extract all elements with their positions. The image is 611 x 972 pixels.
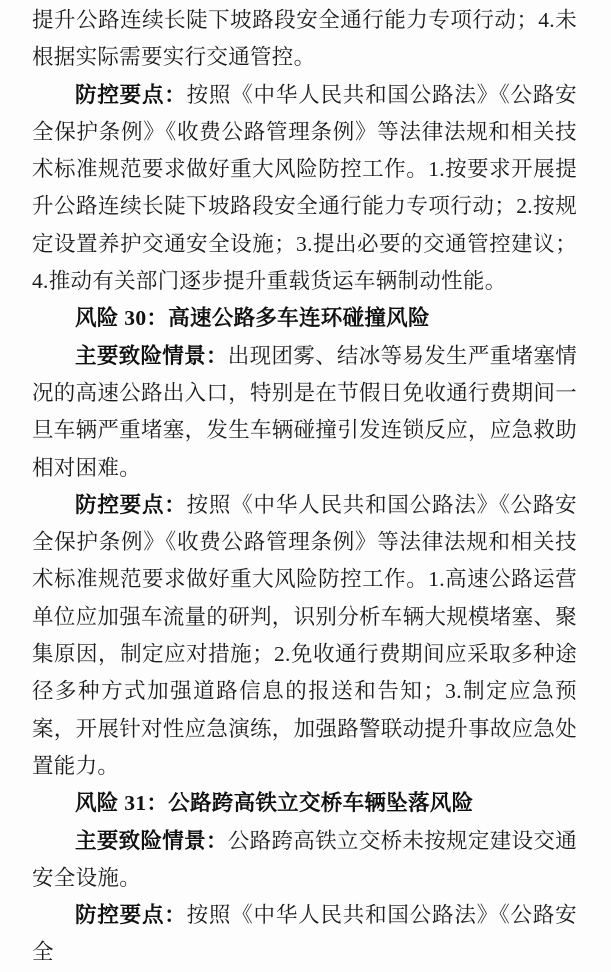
paragraph [32, 897, 577, 972]
paragraph-text: 按照《中华人民共和国公路法》《公路安全保护条例》《收费公路管理条例》等法律法规和相关技术标准规范要求做好重大风险防控工作。1.高速公路运营单位应加强车流量的研判，识别分析车辆大规模堵塞、聚集原因，制定应对措施；2.免收通行费期间应采取多种途径多种方式加强道路信息的报送和告知；3.制定应急预案，开展针对性应急演练，加强路警联动提升事故应急处置能力。 [32, 492, 578, 778]
paragraph-text: 出现团雾、结冰等易发生严重堵塞情况的高速公路出入口，特别是在节假日免收通行费期间一旦车辆严重堵塞，发生车辆碰撞引发连锁反应，应急救助相对困难。 [32, 343, 578, 480]
risk-heading: 风险 31：公路跨高铁立交桥车辆坠落风险 [75, 791, 474, 816]
paragraph [32, 77, 577, 301]
document-content [32, 2, 577, 972]
paragraph-text: 公路跨高铁立交桥未按规定建设交通安全设施。 [32, 828, 577, 890]
risk-heading: 风险 30：高速公路多车连环碰撞风险 [75, 306, 430, 331]
paragraph [32, 487, 577, 785]
paragraph-lead-label: 防控要点： [75, 492, 187, 517]
paragraph-lead-label: 防控要点： [75, 82, 187, 107]
paragraph-lead-label: 主要致险情景： [75, 343, 228, 368]
paragraph-text: 按照《中华人民共和国公路法》《公路安全 [32, 903, 577, 965]
paragraph: 提升公路连续长陡下坡路段安全通行能力专项行动；4.未根据实际需要实行交通管控。 [32, 8, 577, 70]
paragraph-lead-label: 防控要点： [75, 903, 187, 928]
paragraph-text: 按照《中华人民共和国公路法》《公路安全保护条例》《收费公路管理条例》等法律法规和相关技术标准规范要求做好重大风险防控工作。1.按要求开展提升公路连续长陡下坡路段安全通行能力专项行动；2.按规定设置养护交通安全设施；3.提出必要的交通管控建议；4.推动有关部门逐步提升重载货运车辆制动性能。 [32, 82, 577, 294]
paragraph [32, 823, 577, 898]
paragraph-lead-label: 主要致险情景： [75, 828, 228, 853]
paragraph [32, 338, 577, 487]
